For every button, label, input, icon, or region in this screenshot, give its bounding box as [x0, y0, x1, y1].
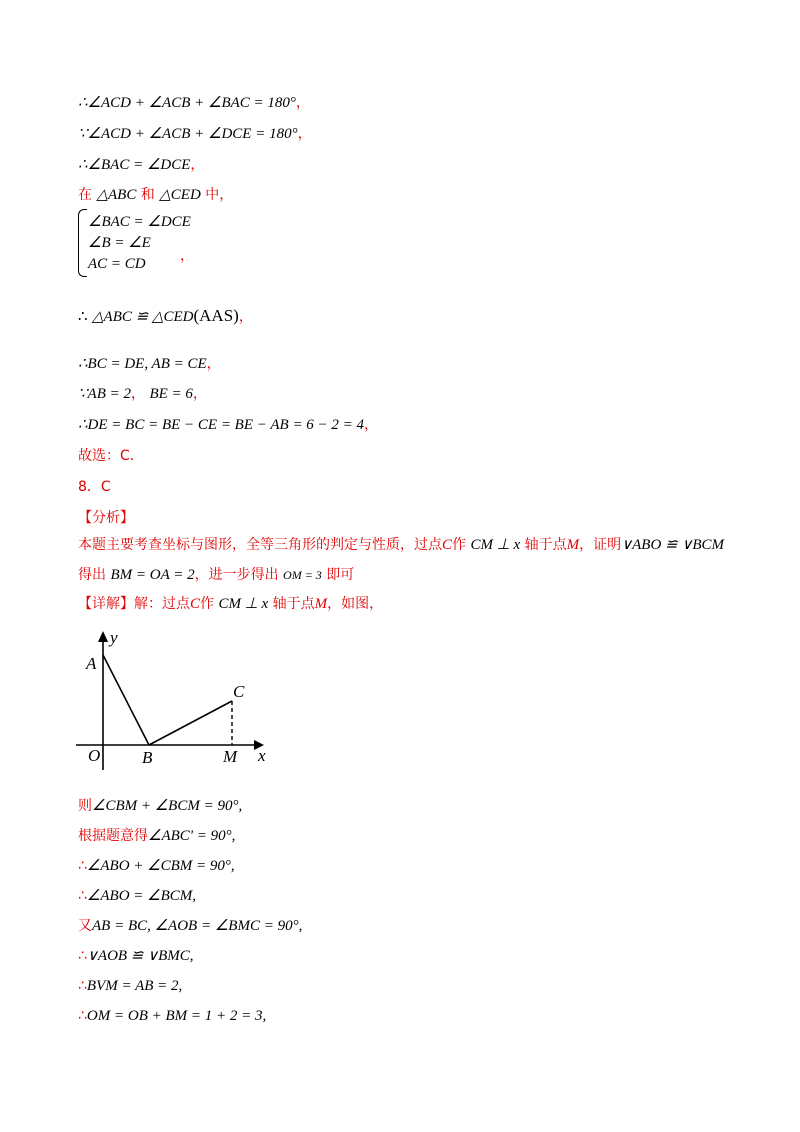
math-expr: ∠ABC' = 90°, [148, 828, 236, 844]
math-expr: C [442, 537, 453, 553]
step-line-2 [78, 124, 312, 144]
math-expr: ∠ABO = ∠BCM, [86, 888, 197, 904]
label-b: B [142, 748, 153, 767]
math-expr: AB = BC, ∠AOB = ∠BMC = 90°, [92, 918, 303, 934]
text-segment: 又 [78, 918, 92, 934]
system-row-1: ∠BAC = ∠DCE [88, 214, 191, 230]
step-line-8 [78, 415, 378, 435]
label-y: y [110, 628, 118, 647]
math-expr: BE = 6 [149, 386, 193, 402]
solution-step-4 [78, 886, 196, 906]
therefore-symbol: ∴ [78, 978, 87, 994]
therefore-symbol: ∴ [78, 1008, 87, 1024]
question-8-heading: 8．C [78, 479, 111, 495]
step-line-1 [78, 93, 310, 113]
math-expr: ∵∠ACD + ∠ACB + ∠DCE = 180° [78, 126, 298, 142]
therefore-symbol: ∴ [78, 888, 87, 904]
label-m: M [223, 747, 238, 766]
punct: ， [295, 95, 310, 111]
math-expr: △ABC ≌ △CED [92, 309, 194, 325]
step-line-5 [78, 306, 253, 327]
solution-step-2 [78, 826, 235, 846]
math-expr: (AAS) [193, 306, 239, 325]
solution-step-3 [78, 856, 235, 876]
system-tail: ， [180, 248, 194, 264]
detail-line [78, 594, 383, 614]
system-row-3: AC = CD [88, 256, 146, 272]
text-segment: 在 [78, 187, 92, 203]
text-segment: 和 [140, 187, 155, 203]
step-line-3 [78, 155, 204, 175]
math-expr: ∴DE = BC = BE − CE = BE − AB = 6 − 2 = 4 [78, 417, 365, 433]
punct: ， [238, 309, 253, 325]
math-expr: ∴BC = DE, AB = CE [78, 356, 207, 372]
step-line-6 [78, 354, 221, 374]
text-segment: ，证明 [579, 537, 622, 553]
label-c: C [233, 682, 245, 701]
system-brace [78, 209, 87, 277]
math-expr: BVM = AB = 2, [86, 978, 183, 994]
math-expr: CM ⊥ x [470, 537, 521, 553]
label-a: A [86, 654, 97, 673]
detail-tag: 【详解】 [78, 596, 134, 612]
math-expr: ∨ABO ≌ ∨BCM [621, 537, 725, 553]
text-segment: 根据题意得 [78, 828, 148, 844]
punct: ， [190, 157, 205, 173]
therefore-symbol: ∴ [78, 858, 87, 874]
math-expr: △ABC [96, 187, 137, 203]
math-expr: ∠ABO + ∠CBM = 90°, [86, 858, 235, 874]
system-row-2: ∠B = ∠E [88, 235, 151, 251]
punct: ， [364, 417, 379, 433]
math-expr: △CED [159, 187, 201, 203]
solution-step-7 [78, 976, 182, 996]
math-expr: M [566, 537, 580, 553]
segment-bc [149, 701, 232, 745]
text-segment: ，如图， [327, 596, 384, 612]
text-segment: 即可 [326, 567, 355, 583]
analysis-line-2 [78, 565, 354, 585]
math-expr: BM = OA = 2 [110, 567, 195, 583]
coordinate-figure [70, 625, 280, 775]
math-expr: M [314, 596, 328, 612]
math-expr: OM = 3 [283, 568, 322, 582]
y-axis-arrow [98, 631, 108, 642]
therefore-symbol: ∴ [78, 948, 87, 964]
punct: ， [131, 386, 145, 402]
punct: ， [297, 126, 312, 142]
text-segment: 作 [452, 537, 467, 553]
text-segment: 解：过点 [134, 596, 190, 612]
math-expr: ∠CBM + ∠BCM = 90°, [92, 798, 243, 814]
solution-step-1 [78, 796, 242, 816]
math-expr: ∵AB = 2 [78, 386, 131, 402]
math-expr: OM = OB + BM = 1 + 2 = 3, [86, 1008, 267, 1024]
text-segment: 本题主要考查坐标与图形，全等三角形的判定与性质，过点 [78, 537, 442, 553]
math-expr: ∨AOB ≌ ∨BMC, [86, 948, 194, 964]
analysis-tag: 【分析】 [78, 510, 134, 526]
step-line-4 [78, 185, 233, 205]
math-expr: C [190, 596, 201, 612]
text-segment: 中， [205, 187, 234, 203]
step-line-7 [78, 384, 207, 404]
therefore-symbol: ∴ [78, 309, 88, 325]
solution-step-5 [78, 916, 302, 936]
label-x: x [258, 746, 266, 765]
text-segment: 得出 [78, 567, 106, 583]
solution-step-8 [78, 1006, 266, 1026]
math-expr: CM ⊥ x [218, 596, 269, 612]
analysis-line-1 [78, 535, 724, 555]
punct: ， [206, 356, 221, 372]
text-segment: 则 [78, 798, 92, 814]
text-segment: ，进一步得出 [194, 567, 279, 583]
answer-choice-line: 故选：C． [78, 448, 144, 464]
math-expr: ∴∠ACD + ∠ACB + ∠BAC = 180° [78, 95, 296, 111]
punct: ， [192, 386, 207, 402]
text-segment: 轴于点 [524, 537, 567, 553]
text-segment: 作 [200, 596, 215, 612]
math-expr: ∴∠BAC = ∠DCE [78, 157, 191, 173]
text-segment: 轴于点 [272, 596, 315, 612]
segment-ab [103, 655, 149, 745]
solution-step-6 [78, 946, 194, 966]
label-o: O [88, 746, 101, 765]
